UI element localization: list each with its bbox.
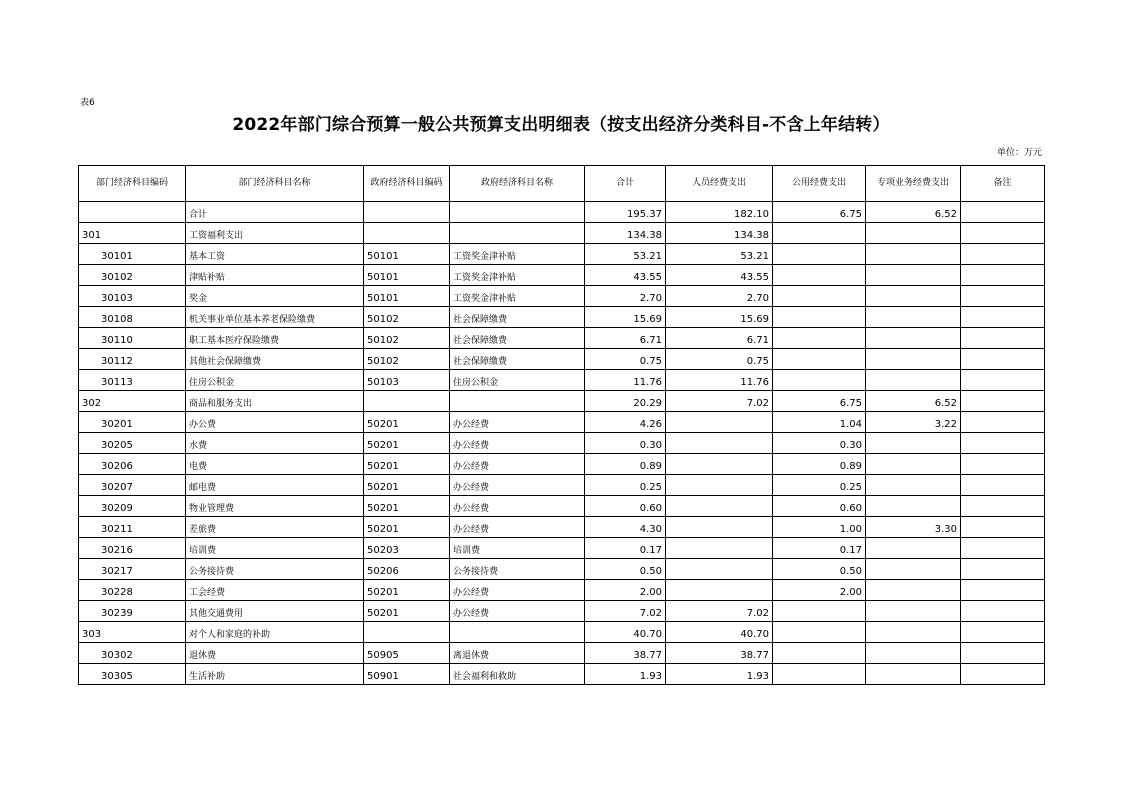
cell-special: 3.30 (866, 517, 961, 538)
cell-dept-name: 工会经费 (186, 580, 364, 601)
cell-public: 1.04 (773, 412, 866, 433)
table-header-row (79, 166, 1045, 202)
cell-total: 11.76 (585, 370, 666, 391)
cell-dept-name: 培训费 (186, 538, 364, 559)
cell-dept-code: 30305 (79, 664, 186, 685)
cell-note (961, 601, 1045, 622)
cell-total: 0.17 (585, 538, 666, 559)
cell-personnel (666, 412, 773, 433)
table-row (79, 244, 1045, 265)
cell-gov-code: 50201 (364, 601, 450, 622)
cell-total: 1.93 (585, 664, 666, 685)
cell-gov-code: 50206 (364, 559, 450, 580)
cell-personnel: 7.02 (666, 391, 773, 412)
cell-public: 0.17 (773, 538, 866, 559)
cell-public (773, 664, 866, 685)
cell-gov-code: 50201 (364, 412, 450, 433)
cell-total: 4.30 (585, 517, 666, 538)
cell-note (961, 202, 1045, 223)
cell-gov-name: 工资奖金津补贴 (450, 265, 585, 286)
cell-gov-name: 社会保障缴费 (450, 328, 585, 349)
cell-dept-name: 机关事业单位基本养老保险缴费 (186, 307, 364, 328)
cell-total: 2.70 (585, 286, 666, 307)
cell-note (961, 580, 1045, 601)
cell-total: 134.38 (585, 223, 666, 244)
cell-total: 20.29 (585, 391, 666, 412)
cell-public: 6.75 (773, 202, 866, 223)
cell-dept-name: 其他交通费用 (186, 601, 364, 622)
cell-public: 1.00 (773, 517, 866, 538)
cell-note (961, 328, 1045, 349)
cell-personnel (666, 433, 773, 454)
cell-dept-name: 差旅费 (186, 517, 364, 538)
cell-note (961, 370, 1045, 391)
cell-note (961, 349, 1045, 370)
cell-note (961, 622, 1045, 643)
cell-gov-code: 50101 (364, 244, 450, 265)
cell-dept-code: 30211 (79, 517, 186, 538)
table-row (79, 454, 1045, 475)
cell-gov-code: 50102 (364, 349, 450, 370)
column-header-dept-code: 部门经济科目编码 (79, 166, 186, 202)
cell-public (773, 349, 866, 370)
cell-special (866, 601, 961, 622)
cell-dept-name: 邮电费 (186, 475, 364, 496)
cell-special (866, 223, 961, 244)
cell-note (961, 643, 1045, 664)
cell-dept-name: 对个人和家庭的补助 (186, 622, 364, 643)
cell-dept-code: 302 (79, 391, 186, 412)
cell-special (866, 349, 961, 370)
cell-gov-name: 办公经费 (450, 454, 585, 475)
cell-personnel: 6.71 (666, 328, 773, 349)
cell-special: 3.22 (866, 412, 961, 433)
cell-public: 0.50 (773, 559, 866, 580)
column-header-public: 公用经费支出 (773, 166, 866, 202)
cell-dept-code: 30113 (79, 370, 186, 391)
table-row (79, 664, 1045, 685)
cell-dept-code: 30217 (79, 559, 186, 580)
cell-dept-name: 津贴补贴 (186, 265, 364, 286)
cell-dept-code: 30112 (79, 349, 186, 370)
cell-special (866, 286, 961, 307)
cell-special (866, 580, 961, 601)
cell-gov-code (364, 391, 450, 412)
table-row (79, 349, 1045, 370)
cell-dept-code: 30209 (79, 496, 186, 517)
cell-personnel: 43.55 (666, 265, 773, 286)
cell-note (961, 454, 1045, 475)
cell-dept-name: 住房公积金 (186, 370, 364, 391)
cell-special (866, 643, 961, 664)
cell-gov-code: 50101 (364, 286, 450, 307)
cell-note (961, 664, 1045, 685)
table-row (79, 307, 1045, 328)
cell-personnel: 38.77 (666, 643, 773, 664)
cell-special (866, 664, 961, 685)
table-row (79, 328, 1045, 349)
table-row (79, 370, 1045, 391)
cell-gov-name: 办公经费 (450, 580, 585, 601)
cell-total: 195.37 (585, 202, 666, 223)
cell-special (866, 538, 961, 559)
cell-total: 38.77 (585, 643, 666, 664)
cell-note (961, 517, 1045, 538)
column-header-total: 合计 (585, 166, 666, 202)
cell-dept-name: 合计 (186, 202, 364, 223)
cell-note (961, 475, 1045, 496)
cell-note (961, 265, 1045, 286)
cell-dept-code: 30102 (79, 265, 186, 286)
cell-note (961, 391, 1045, 412)
cell-gov-name (450, 391, 585, 412)
cell-total: 4.26 (585, 412, 666, 433)
cell-dept-code: 30302 (79, 643, 186, 664)
cell-personnel: 53.21 (666, 244, 773, 265)
cell-special (866, 370, 961, 391)
cell-personnel (666, 496, 773, 517)
cell-gov-code: 50905 (364, 643, 450, 664)
cell-special (866, 475, 961, 496)
total-row (79, 202, 1045, 223)
cell-special (866, 454, 961, 475)
cell-dept-code: 30206 (79, 454, 186, 475)
cell-dept-code (79, 202, 186, 223)
cell-dept-code: 30205 (79, 433, 186, 454)
cell-personnel (666, 559, 773, 580)
cell-public (773, 265, 866, 286)
cell-total: 0.30 (585, 433, 666, 454)
column-header-special: 专项业务经费支出 (866, 166, 961, 202)
cell-dept-code: 30101 (79, 244, 186, 265)
cell-personnel: 11.76 (666, 370, 773, 391)
cell-personnel: 2.70 (666, 286, 773, 307)
table-row (79, 265, 1045, 286)
cell-gov-name: 住房公积金 (450, 370, 585, 391)
cell-special (866, 496, 961, 517)
cell-dept-name: 奖金 (186, 286, 364, 307)
cell-dept-code: 30207 (79, 475, 186, 496)
cell-total: 0.75 (585, 349, 666, 370)
cell-gov-name: 办公经费 (450, 601, 585, 622)
cell-personnel: 0.75 (666, 349, 773, 370)
cell-dept-name: 职工基本医疗保险缴费 (186, 328, 364, 349)
cell-special (866, 433, 961, 454)
cell-total: 40.70 (585, 622, 666, 643)
table-number-label: 表6 (80, 98, 95, 108)
cell-gov-code: 50201 (364, 580, 450, 601)
cell-personnel (666, 580, 773, 601)
cell-gov-name: 社会福利和救助 (450, 664, 585, 685)
cell-gov-code: 50102 (364, 307, 450, 328)
cell-note (961, 538, 1045, 559)
cell-public (773, 370, 866, 391)
cell-total: 0.25 (585, 475, 666, 496)
table-row (79, 643, 1045, 664)
cell-public: 0.30 (773, 433, 866, 454)
cell-dept-code: 30239 (79, 601, 186, 622)
cell-special (866, 559, 961, 580)
cell-total: 0.60 (585, 496, 666, 517)
table-row (79, 391, 1045, 412)
cell-gov-name: 办公经费 (450, 412, 585, 433)
cell-dept-code: 301 (79, 223, 186, 244)
cell-dept-code: 30228 (79, 580, 186, 601)
cell-special: 6.52 (866, 202, 961, 223)
cell-note (961, 559, 1045, 580)
cell-gov-name: 办公经费 (450, 475, 585, 496)
cell-public (773, 643, 866, 664)
cell-personnel (666, 454, 773, 475)
cell-gov-name: 社会保障缴费 (450, 349, 585, 370)
cell-personnel: 1.93 (666, 664, 773, 685)
cell-personnel: 15.69 (666, 307, 773, 328)
cell-gov-name: 工资奖金津补贴 (450, 244, 585, 265)
cell-dept-code: 303 (79, 622, 186, 643)
table-row (79, 580, 1045, 601)
unit-label: 单位：万元 (996, 148, 1042, 158)
cell-gov-name: 公务接待费 (450, 559, 585, 580)
cell-gov-name (450, 202, 585, 223)
cell-note (961, 433, 1045, 454)
table-row (79, 538, 1045, 559)
cell-total: 0.89 (585, 454, 666, 475)
cell-special (866, 307, 961, 328)
cell-note (961, 307, 1045, 328)
cell-special: 6.52 (866, 391, 961, 412)
cell-dept-name: 基本工资 (186, 244, 364, 265)
cell-gov-code (364, 223, 450, 244)
cell-dept-name: 水费 (186, 433, 364, 454)
cell-gov-code: 50103 (364, 370, 450, 391)
cell-public (773, 286, 866, 307)
cell-public (773, 223, 866, 244)
cell-dept-code: 30108 (79, 307, 186, 328)
cell-personnel (666, 538, 773, 559)
cell-personnel: 134.38 (666, 223, 773, 244)
table-row (79, 412, 1045, 433)
cell-total: 2.00 (585, 580, 666, 601)
cell-note (961, 412, 1045, 433)
cell-gov-name: 培训费 (450, 538, 585, 559)
cell-total: 15.69 (585, 307, 666, 328)
cell-personnel: 182.10 (666, 202, 773, 223)
cell-public: 0.25 (773, 475, 866, 496)
cell-note (961, 286, 1045, 307)
cell-gov-code: 50101 (364, 265, 450, 286)
cell-personnel (666, 517, 773, 538)
table-row (79, 475, 1045, 496)
cell-total: 53.21 (585, 244, 666, 265)
cell-dept-name: 工资福利支出 (186, 223, 364, 244)
table-row (79, 559, 1045, 580)
cell-gov-name: 办公经费 (450, 517, 585, 538)
column-header-gov-code: 政府经济科目编码 (364, 166, 450, 202)
cell-public: 6.75 (773, 391, 866, 412)
cell-dept-name: 退休费 (186, 643, 364, 664)
cell-gov-name (450, 622, 585, 643)
cell-public: 0.89 (773, 454, 866, 475)
cell-gov-name (450, 223, 585, 244)
cell-gov-code: 50201 (364, 433, 450, 454)
cell-public (773, 622, 866, 643)
cell-dept-code: 30201 (79, 412, 186, 433)
cell-special (866, 622, 961, 643)
table-row (79, 517, 1045, 538)
cell-dept-name: 商品和服务支出 (186, 391, 364, 412)
cell-note (961, 223, 1045, 244)
cell-dept-name: 电费 (186, 454, 364, 475)
cell-public (773, 244, 866, 265)
cell-public: 2.00 (773, 580, 866, 601)
cell-dept-name: 生活补助 (186, 664, 364, 685)
column-header-personnel: 人员经费支出 (666, 166, 773, 202)
column-header-note: 备注 (961, 166, 1045, 202)
cell-total: 7.02 (585, 601, 666, 622)
column-header-gov-name: 政府经济科目名称 (450, 166, 585, 202)
cell-special (866, 244, 961, 265)
table-row (79, 622, 1045, 643)
cell-gov-code: 50201 (364, 517, 450, 538)
cell-public (773, 328, 866, 349)
cell-dept-name: 物业管理费 (186, 496, 364, 517)
cell-gov-name: 离退休费 (450, 643, 585, 664)
cell-public (773, 307, 866, 328)
table-row (79, 496, 1045, 517)
budget-table (78, 165, 1045, 685)
cell-public: 0.60 (773, 496, 866, 517)
cell-gov-code: 50201 (364, 454, 450, 475)
cell-gov-code: 50201 (364, 496, 450, 517)
cell-gov-code: 50201 (364, 475, 450, 496)
cell-note (961, 496, 1045, 517)
cell-gov-code (364, 202, 450, 223)
cell-gov-code: 50102 (364, 328, 450, 349)
cell-total: 0.50 (585, 559, 666, 580)
cell-special (866, 328, 961, 349)
cell-gov-name: 办公经费 (450, 496, 585, 517)
table-row (79, 433, 1045, 454)
cell-total: 6.71 (585, 328, 666, 349)
cell-personnel: 7.02 (666, 601, 773, 622)
cell-gov-code: 50203 (364, 538, 450, 559)
cell-gov-name: 工资奖金津补贴 (450, 286, 585, 307)
cell-gov-name: 办公经费 (450, 433, 585, 454)
cell-dept-name: 其他社会保障缴费 (186, 349, 364, 370)
cell-gov-name: 社会保障缴费 (450, 307, 585, 328)
column-header-dept-name: 部门经济科目名称 (186, 166, 364, 202)
cell-personnel (666, 475, 773, 496)
table-row (79, 223, 1045, 244)
cell-gov-code: 50901 (364, 664, 450, 685)
cell-public (773, 601, 866, 622)
cell-note (961, 244, 1045, 265)
cell-dept-code: 30110 (79, 328, 186, 349)
cell-dept-name: 公务接待费 (186, 559, 364, 580)
cell-personnel: 40.70 (666, 622, 773, 643)
table-row (79, 286, 1045, 307)
cell-dept-code: 30216 (79, 538, 186, 559)
cell-dept-name: 办公费 (186, 412, 364, 433)
cell-total: 43.55 (585, 265, 666, 286)
cell-gov-code (364, 622, 450, 643)
cell-special (866, 265, 961, 286)
cell-dept-code: 30103 (79, 286, 186, 307)
page-title: 2022年部门综合预算一般公共预算支出明细表（按支出经济分类科目-不含上年结转） (232, 115, 890, 135)
table-row (79, 601, 1045, 622)
